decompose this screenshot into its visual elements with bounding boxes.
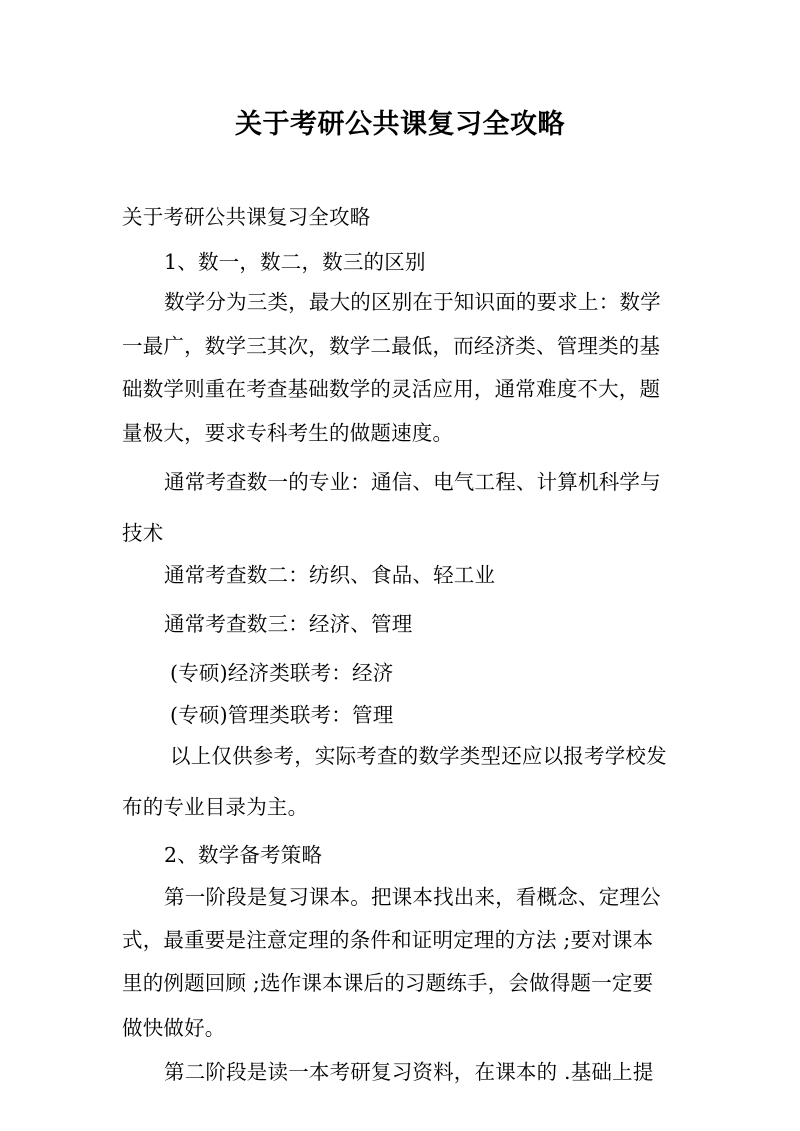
body-line: 布的专业目录为主。 <box>122 795 309 819</box>
body-line: (专硕)管理类联考：管理 <box>170 703 394 727</box>
body-line: 以上仅供参考，实际考查的数学类型还应以报考学校发 <box>170 744 667 768</box>
document-title: 关于考研公共课复习全攻略 <box>235 109 565 140</box>
body-line: 关于考研公共课复习全攻略 <box>122 205 371 229</box>
body-line: 数学分为三类，最大的区别在于知识面的要求上：数学 <box>164 290 661 314</box>
body-line: 通常考查数一的专业：通信、电气工程、计算机科学与 <box>164 470 661 494</box>
body-line: (专硕)经济类联考：经济 <box>170 661 394 685</box>
body-line: 做快做好。 <box>122 1016 226 1040</box>
body-line: 一最广，数学三其次，数学二最低，而经济类、管理类的基 <box>122 334 661 358</box>
body-line: 量极大，要求专科考生的做题速度。 <box>122 421 454 445</box>
section-heading-2: 2、数学备考策略 <box>164 843 323 867</box>
body-line: 础数学则重在考查基础数学的灵活应用，通常难度不大，题 <box>122 377 661 401</box>
section-heading-1: 1、数一，数二，数三的区别 <box>164 250 426 274</box>
body-line: 通常考查数二：纺织、食品、轻工业 <box>164 563 496 587</box>
body-line: 里的例题回顾 ;选作课本课后的习题练手，会做得题一定要 <box>122 971 654 995</box>
body-line: 式，最重要是注意定理的条件和证明定理的方法 ;要对课本 <box>122 928 654 952</box>
body-line: 第一阶段是复习课本。把课本找出来，看概念、定理公 <box>164 885 661 909</box>
body-line: 技术 <box>122 521 164 545</box>
body-line: 通常考查数三：经济、管理 <box>164 612 413 636</box>
body-line: 第二阶段是读一本考研复习资料，在课本的 .基础上提 <box>164 1060 654 1084</box>
